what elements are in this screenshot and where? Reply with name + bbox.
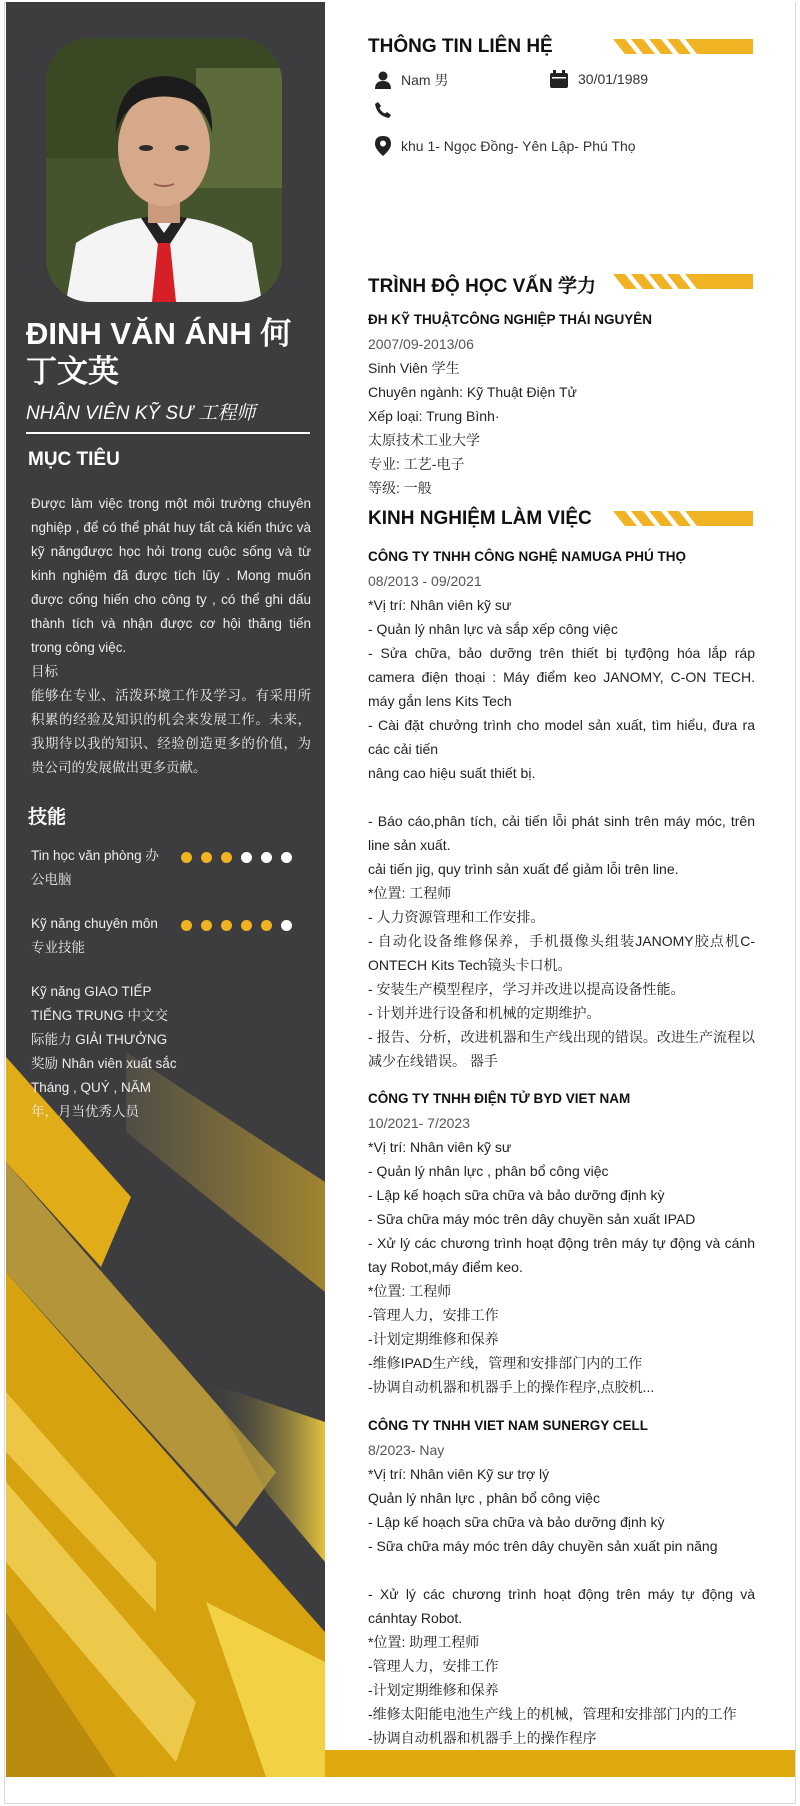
objective-heading: MỤC TIÊU [28, 449, 120, 470]
education-lines [368, 356, 755, 500]
skill-rating [181, 918, 301, 936]
rating-dot-filled [221, 852, 232, 863]
person-icon [375, 71, 391, 89]
location-pin-icon [375, 136, 391, 156]
text-line: - Sữa chữa máy móc trên dây chuyền sản xuất IPAD [368, 1211, 696, 1227]
text-line: - Lập kế hoạch sữa chữa và bảo dưỡng định kỳ [368, 1514, 665, 1530]
rating-dot-empty [241, 852, 252, 863]
heading-stripe [613, 511, 753, 526]
objective-text-cn: 能够在专业、活泼环境工作及学习。有采用所积累的经验及知识的机会来发展工作。未来，我期待以我的知识、经验创造更多的价值，为贵公司的发展做出更多贡献。 [31, 688, 311, 775]
skill-label: Tin học văn phòng 办公电脑 [31, 848, 159, 887]
rating-dot-filled [221, 920, 232, 931]
contact-heading: THÔNG TIN LIÊN HỆ [368, 36, 553, 57]
job-period: 10/2021- 7/2023 [368, 1115, 470, 1131]
rating-dot-filled [241, 920, 252, 931]
job-lines [368, 1135, 755, 1399]
skill-row [31, 912, 321, 960]
company-name: CÔNG TY TNHH VIET NAM SUNERGY CELL [368, 1418, 649, 1433]
text-line: nâng cao hiệu suất thiết bị. [368, 765, 536, 781]
address-value: khu 1- Ngọc Đồng- Yên Lập- Phú Thọ [401, 138, 636, 154]
text-line: 等级: 一般 [368, 480, 432, 496]
objective-text-vi: Được làm việc trong một môi trường chuyên nghiệp , để có thể phát huy tất cả kiến thức và kỹ năngđược học hỏi trong cuộc sống và từ kinh nghiệm đã được tích lũy . Mong muốn được cống hiến cho công ty , có thể ghi dấu thành tích và nhận được cơ hội thăng tiến trong công việc. [31, 496, 311, 655]
job-block [368, 1087, 755, 1399]
education-block [368, 308, 755, 500]
text-line: - 安装生产模型程序，学习并改进以提高设备性能。 [368, 981, 685, 997]
text-line: - Sữa chữa máy móc trên dây chuyền sản xuất pin năng [368, 1538, 718, 1554]
company-name: CÔNG TY TNHH ĐIỆN TỬ BYD VIET NAM [368, 1091, 631, 1106]
profile-photo [46, 38, 282, 302]
text-line: -计划定期维修和保养 [368, 1331, 499, 1347]
text-line: cải tiến jig, quy trình sản xuất để giảm lỗi trên line. [368, 861, 679, 877]
experience-heading: KINH NGHIỆM LÀM VIỆC [368, 508, 592, 529]
divider [26, 432, 310, 434]
text-line: - 自动化设备维修保养，手机摄像头组装JANOMY胶点机C-ONTECH Kits Tech镜头卡口机。 [368, 933, 755, 973]
skill-rating [181, 850, 301, 868]
text-line: - Báo cáo,phân tích, cải tiến lỗi phát sinh trên máy móc, trên line sản xuất. [368, 813, 755, 853]
text-line: Sinh Viên 学生 [368, 360, 460, 376]
text-line: - 人力资源管理和工作安排。 [368, 909, 545, 925]
heading-stripe [613, 274, 753, 289]
text-line: *Vị trí: Nhân viên kỹ sư [368, 1139, 512, 1155]
heading-stripe [613, 39, 753, 54]
text-line: 专业: 工艺-电子 [368, 456, 465, 472]
school-name: ĐH KỸ THUẬTCÔNG NGHIỆP THÁI NGUYÊN [368, 312, 653, 327]
rating-dot-empty [281, 920, 292, 931]
text-line: Xếp loại: Trung Bình· [368, 408, 500, 424]
text-line: - Xử lý các chương trình hoạt động trên máy tự động và cánhtay Robot. [368, 1586, 755, 1626]
education-period: 2007/09-2013/06 [368, 336, 474, 352]
skill-row [31, 844, 321, 892]
education-heading: TRÌNH ĐỘ HỌC VẤN 学力 [368, 276, 597, 297]
text-line: -协调自动机器和机器手上的操作程序 [368, 1730, 597, 1746]
text-line: Chuyên ngành: Kỹ Thuật Điện Tử [368, 384, 577, 400]
rating-dot-filled [201, 852, 212, 863]
blank-line [368, 1558, 755, 1582]
skills-heading: 技能 [28, 807, 67, 828]
text-line: Quản lý nhân lực , phân bổ công việc [368, 1490, 600, 1506]
rating-dot-empty [281, 852, 292, 863]
text-line: - 报告、分析，改进机器和生产线出现的错误。改进生产流程以减少在线错误。 器手 [368, 1029, 755, 1069]
rating-dot-filled [181, 852, 192, 863]
text-line: *位置: 助理工程师 [368, 1634, 480, 1650]
text-line: *Vị trí: Nhân viên Kỹ sư trợ lý [368, 1466, 550, 1482]
rating-dot-filled [261, 920, 272, 931]
text-line: -管理人力，安排工作 [368, 1307, 499, 1323]
text-line: - Xử lý các chương trình hoạt động trên máy tự động và cánh tay Robot,máy điểm keo. [368, 1235, 755, 1275]
gender-value: Nam 男 [401, 72, 449, 88]
text-line: - 计划并进行设备和机械的定期维护。 [368, 1005, 601, 1021]
text-line: *位置: 工程师 [368, 1283, 452, 1299]
job-block [368, 1414, 755, 1750]
phone-icon [375, 102, 391, 118]
blank-line [368, 785, 755, 809]
job-period: 08/2013 - 09/2021 [368, 573, 482, 589]
text-line: 太原技术工业大学 [368, 432, 480, 448]
skills-extra-text: Kỹ năng GIAO TIẾP TIẾNG TRUNG 中文交际能力 GIẢI THƯỞNG 奖励 Nhân viên xuất sắc Tháng , QUÝ , NĂM 年，月当优秀人员 [31, 984, 177, 1119]
rating-dot-empty [261, 852, 272, 863]
contact-gender [375, 70, 448, 90]
text-line: - Lập kế hoạch sữa chữa và bảo dưỡng định kỳ [368, 1187, 665, 1203]
job-lines [368, 1462, 755, 1750]
main-content [325, 2, 795, 1777]
job-period: 8/2023- Nay [368, 1442, 445, 1458]
text-line: *位置: 工程师 [368, 885, 452, 901]
text-line: -管理人力，安排工作 [368, 1658, 499, 1674]
text-line: - Quản lý nhân lực , phân bổ công việc [368, 1163, 609, 1179]
contact-address [375, 136, 636, 156]
company-name: CÔNG TY TNHH CÔNG NGHỆ NAMUGA PHÚ THỌ [368, 549, 687, 564]
candidate-title: NHÂN VIÊN KỸ SƯ 工程师 [26, 403, 256, 424]
text-line: *Vị trí: Nhân viên kỹ sư [368, 597, 512, 613]
job-block [368, 545, 755, 1073]
calendar-icon [550, 70, 568, 88]
rating-dot-filled [201, 920, 212, 931]
text-line: -协调自动机器和机器手上的操作程序,点胶机... [368, 1379, 655, 1395]
text-line: - Sửa chữa, bảo dưỡng trên thiết bị tựđộng hóa lắp ráp camera điện thoại : Máy điểm keo JANOMY, C-ON TECH. máy gắn lens Kits Tech [368, 645, 755, 709]
text-line: -计划定期维修和保养 [368, 1682, 499, 1698]
birthdate-value: 30/01/1989 [578, 71, 649, 87]
text-line: - Quản lý nhân lực và sắp xếp công việc [368, 621, 618, 637]
text-line: - Cài đặt chưởng trình cho model sản xuất, tìm hiểu, đưa ra các cải tiến [368, 717, 755, 757]
objective-label-cn: 目标 [31, 664, 58, 679]
footer-bar [325, 1750, 795, 1777]
rating-dot-filled [181, 920, 192, 931]
job-lines [368, 593, 755, 1073]
contact-birthdate [550, 70, 648, 88]
contact-phone [375, 102, 401, 118]
text-line: -维修IPAD生产线，管理和安排部门内的工作 [368, 1355, 643, 1371]
candidate-name: ĐINH VĂN ÁNH 何丁文英 [26, 316, 292, 389]
skill-label: Kỹ năng chuyên môn 专业技能 [31, 916, 158, 955]
objective-section [31, 492, 311, 780]
text-line: -维修太阳能电池生产线上的机械，管理和安排部门内的工作 [368, 1706, 737, 1722]
sidebar [6, 2, 325, 1777]
